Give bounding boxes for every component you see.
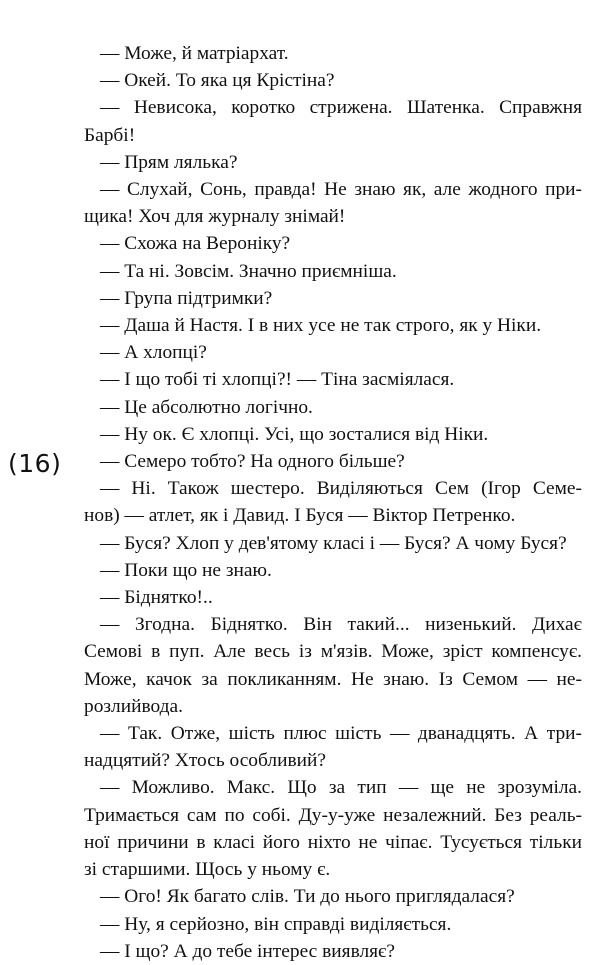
text-line: — І що тобі ті хлопці?! — Тіна засміялася. xyxy=(100,369,455,391)
text-line: Барбі! xyxy=(84,124,136,146)
text-line: — Можливо. Макс. Що за тип — ще не зрозуміла. xyxy=(100,777,582,799)
text-line: — Семеро тобто? На одного більше? xyxy=(100,451,405,473)
text-line: Тримається сам по собі. Ду-у-уже незалежний. Без реаль- xyxy=(84,804,582,826)
text-line: — Біднятко!.. xyxy=(100,587,213,609)
text-line: — Буся? Хлоп у дев'ятому класі і — Буся? А чому Буся? xyxy=(100,532,567,554)
text-line: — Може, й матріархат. xyxy=(100,43,289,64)
text-line: — Це абсолютно логічно. xyxy=(100,396,313,418)
text-line: — Ні. Також шестеро. Виділяються Сем (Ігор Семе- xyxy=(100,478,582,500)
margin-page-note: (16) xyxy=(8,449,62,478)
text-line: — Так. Отже, шість плюс шість — дванадцять. А три- xyxy=(100,723,582,745)
text-line: Може, качок за покликанням. Не знаю. Із Семом — не- xyxy=(84,668,582,690)
text-line: — Окей. То яка ця Крістіна? xyxy=(100,70,335,92)
text-line: зі старшими. Щось у ньому є. xyxy=(84,859,331,881)
text-line: — Схожа на Вероніку? xyxy=(100,233,291,255)
dialogue-text xyxy=(84,40,582,965)
text-line: — Ну, я серйозно, він справді виділяється. xyxy=(100,913,452,935)
text-line: — Ну ок. Є хлопці. Усі, що зосталися від Ніки. xyxy=(100,423,489,445)
text-line: — Ого! Як багато слів. Ти до нього приглядалася? xyxy=(100,886,515,908)
text-line: нов) — атлет, як і Давид. І Буся — Віктор Петренко. xyxy=(84,505,516,527)
text-line: — І що? А до тебе інтерес виявляє? xyxy=(100,940,395,962)
text-line: — Група підтримки? xyxy=(100,287,273,309)
text-line: — Поки що не знаю. xyxy=(100,559,272,581)
text-line: надцятий? Хтось особливий? xyxy=(84,750,326,772)
text-line: — Та ні. Зовсім. Значно приємніша. xyxy=(100,260,397,282)
text-line: ної причини в класі його ніхто не чіпає. Тусується тільки xyxy=(84,831,582,853)
text-line: — Слухай, Сонь, правда! Не знаю як, але жодного при- xyxy=(100,179,582,201)
text-line: — Згодна. Біднятко. Він такий... низенький. Дихає xyxy=(100,614,582,636)
text-line: Семові в пуп. Але весь із м'язів. Може, зріст компенсує. xyxy=(84,641,582,663)
text-line: — Прям лялька? xyxy=(100,151,238,173)
text-line: — Даша й Настя. І в них усе не так строго, як у Ніки. xyxy=(100,315,542,337)
text-line: — А хлопці? xyxy=(100,342,207,364)
text-line: розлийвода. xyxy=(84,695,183,717)
text-line: щика! Хоч для журналу знімай! xyxy=(84,206,346,228)
text-line: — Невисока, коротко стрижена. Шатенка. Справжня xyxy=(100,97,582,119)
